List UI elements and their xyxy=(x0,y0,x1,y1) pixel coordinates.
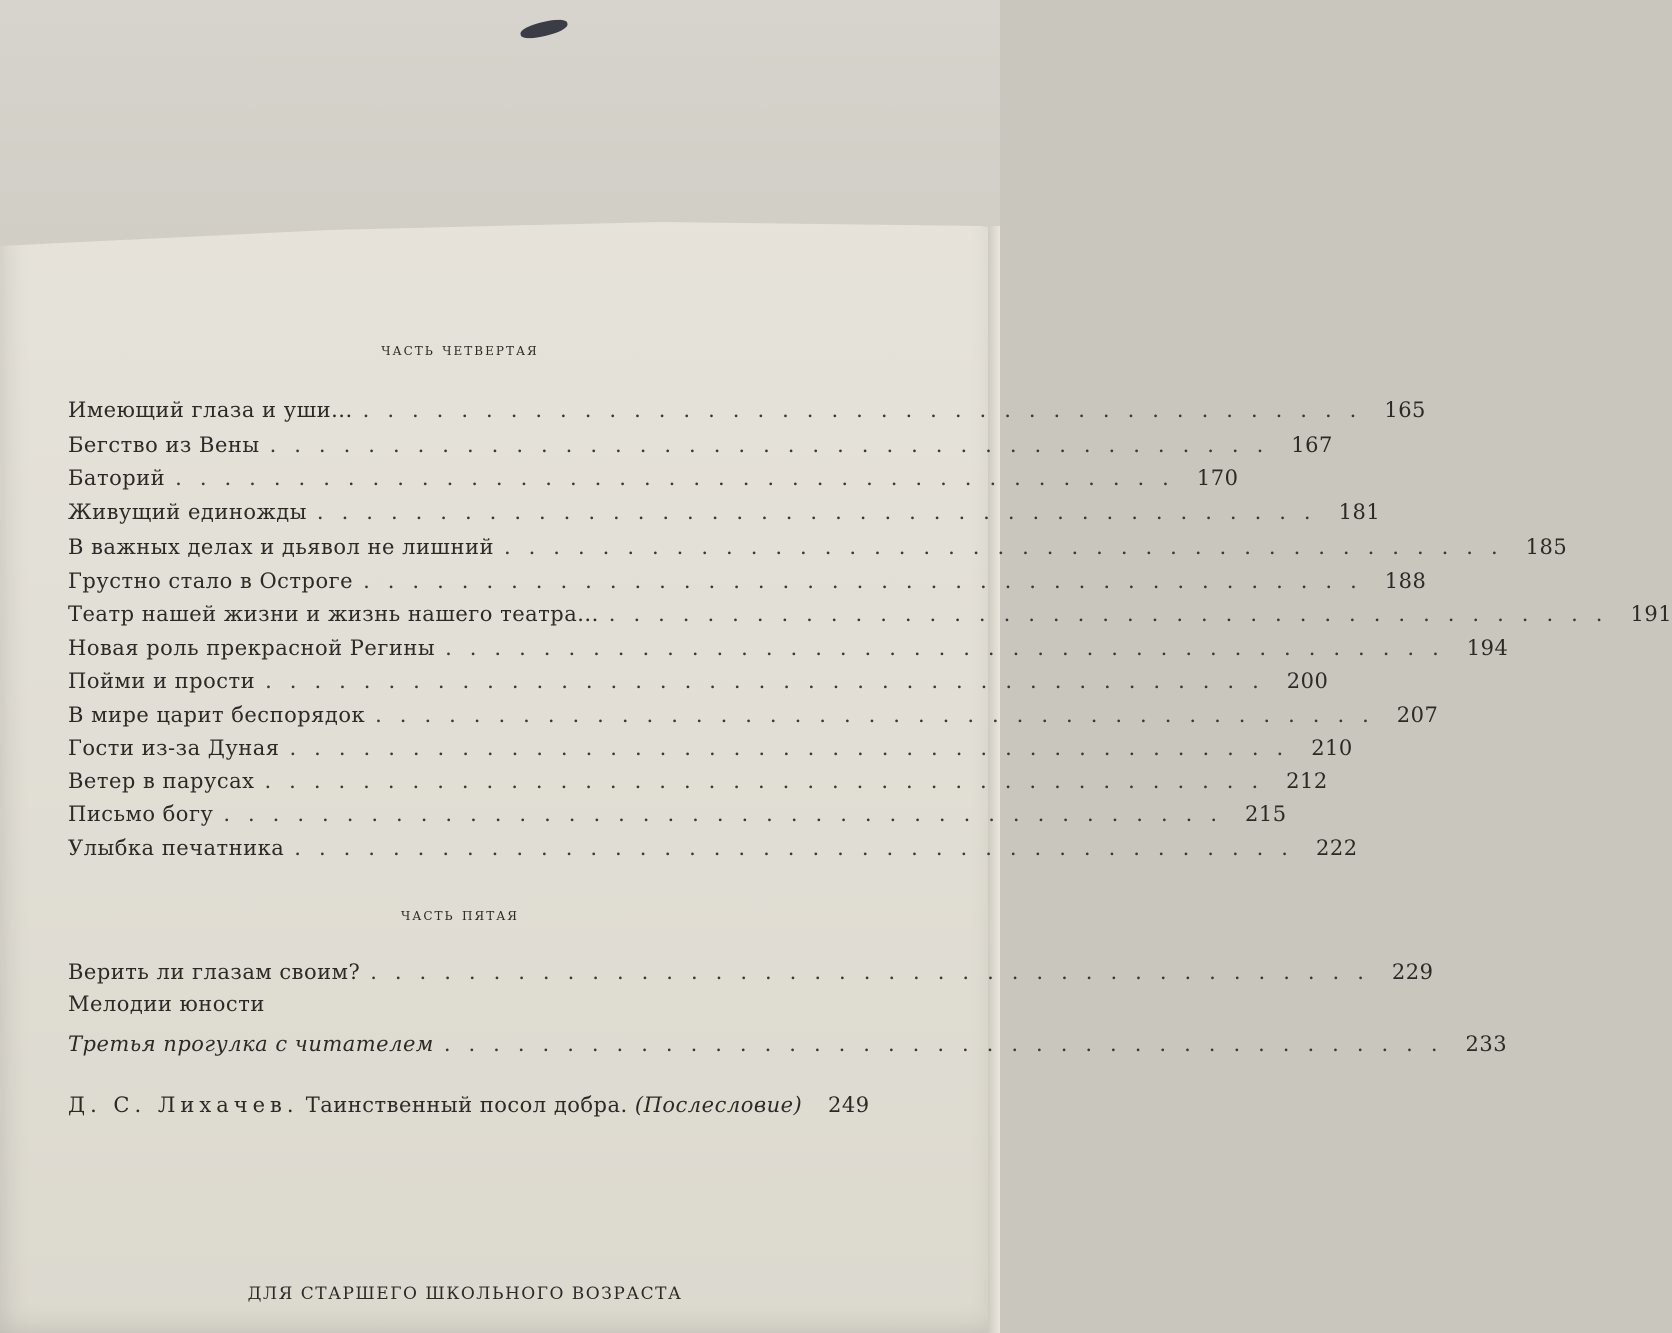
entry-page: 249 xyxy=(828,1093,870,1117)
entry-page: 181 xyxy=(1338,500,1381,524)
entry-title: Мелодии юности xyxy=(68,992,265,1016)
dot-leader: ......................................... xyxy=(608,602,1621,626)
entry-title: Ветер в парусах xyxy=(68,769,255,793)
entry-page: 207 xyxy=(1396,703,1439,727)
entry-page: 194 xyxy=(1466,636,1509,660)
dot-leader: ......................................... xyxy=(375,703,1387,727)
afterword-note: (Послесловие) xyxy=(634,1093,803,1117)
dot-leader: ......................................... xyxy=(362,398,1375,422)
part-five-heading: часть пятая xyxy=(401,905,519,925)
entry-title: Баторий xyxy=(68,466,166,490)
entry-page: 222 xyxy=(1315,836,1358,860)
toc-entry xyxy=(68,992,868,1022)
dot-leader: ......................................... xyxy=(269,433,1282,457)
toc-entry xyxy=(68,433,1333,463)
entry-title: Новая роль прекрасной Регины xyxy=(68,636,436,660)
audience-note: ДЛЯ СТАРШЕГО ШКОЛЬНОГО ВОЗРАСТА xyxy=(247,1284,683,1304)
entry-title: В мире царит беспорядок xyxy=(68,703,366,727)
entry-page: 215 xyxy=(1245,802,1287,826)
dot-leader: ......................................... xyxy=(445,636,1457,660)
toc-entry xyxy=(68,769,1328,799)
toc-entry xyxy=(68,703,1439,733)
entry-page: 200 xyxy=(1286,669,1329,693)
dot-leader: ......................................... xyxy=(294,836,1306,860)
afterword-text xyxy=(68,1093,802,1117)
entry-title: Имеющий глаза и уши... xyxy=(68,398,353,422)
entry-page: 185 xyxy=(1525,535,1568,559)
toc-entry xyxy=(68,500,1381,530)
toc-entry xyxy=(68,466,1239,496)
toc-entry xyxy=(68,602,1672,632)
toc-entry xyxy=(68,960,1434,990)
dot-leader: ......................................... xyxy=(443,1032,1456,1056)
entry-title: В важных делах и дьявол не лишний xyxy=(68,535,494,559)
toc-entry xyxy=(68,836,1358,866)
entry-page: 191 xyxy=(1630,602,1672,626)
entry-page: 229 xyxy=(1391,960,1434,984)
afterword-entry xyxy=(68,1093,868,1123)
dot-leader: ......................................... xyxy=(363,569,1375,593)
toc-entry xyxy=(68,398,1426,428)
entry-page: 212 xyxy=(1286,769,1328,793)
entry-title: Театр нашей жизни и жизнь нашего театра... xyxy=(68,602,599,626)
dot-leader: ......................................... xyxy=(289,736,1302,760)
dot-leader: ......................................... xyxy=(503,535,1516,559)
dot-leader: ......................................... xyxy=(316,500,1329,524)
entry-title: Верить ли глазам своим? xyxy=(68,960,361,984)
afterword-title: Таинственный посол добра. xyxy=(305,1093,628,1117)
entry-title: Пойми и прости xyxy=(68,669,256,693)
entry-title: Гости из-за Дуная xyxy=(68,736,280,760)
entry-page: 210 xyxy=(1311,736,1353,760)
dot-leader: ......................................... xyxy=(175,466,1187,490)
toc-entry xyxy=(68,802,1287,832)
dot-leader: ......................................... xyxy=(223,802,1235,826)
dot-leader: ......................................... xyxy=(264,769,1277,793)
part-four-heading: часть четвертая xyxy=(381,340,539,360)
dot-leader: ......................................... xyxy=(265,669,1277,693)
entry-title: Грустно стало в Остроге xyxy=(68,569,354,593)
dot-leader: ......................................... xyxy=(370,960,1382,984)
toc-entry xyxy=(68,535,1568,565)
entry-page: 167 xyxy=(1291,433,1333,457)
entry-page: 188 xyxy=(1384,569,1427,593)
toc-entry xyxy=(68,669,1329,699)
toc-entry xyxy=(68,569,1427,599)
entry-title: Третья прогулка с читателем xyxy=(68,1032,434,1056)
entry-page: 233 xyxy=(1465,1032,1508,1056)
entry-page: 170 xyxy=(1196,466,1239,490)
entry-title: Улыбка печатника xyxy=(68,836,285,860)
entry-title: Живущий единожды xyxy=(68,500,307,524)
toc-entry xyxy=(68,636,1509,666)
toc-entry xyxy=(68,1032,1508,1062)
entry-page: 165 xyxy=(1384,398,1426,422)
entry-title: Письмо богу xyxy=(68,802,214,826)
afterword-author: Д. С. Лихачев. xyxy=(68,1093,299,1117)
entry-title: Бегство из Вены xyxy=(68,433,260,457)
toc-entry xyxy=(68,736,1353,766)
